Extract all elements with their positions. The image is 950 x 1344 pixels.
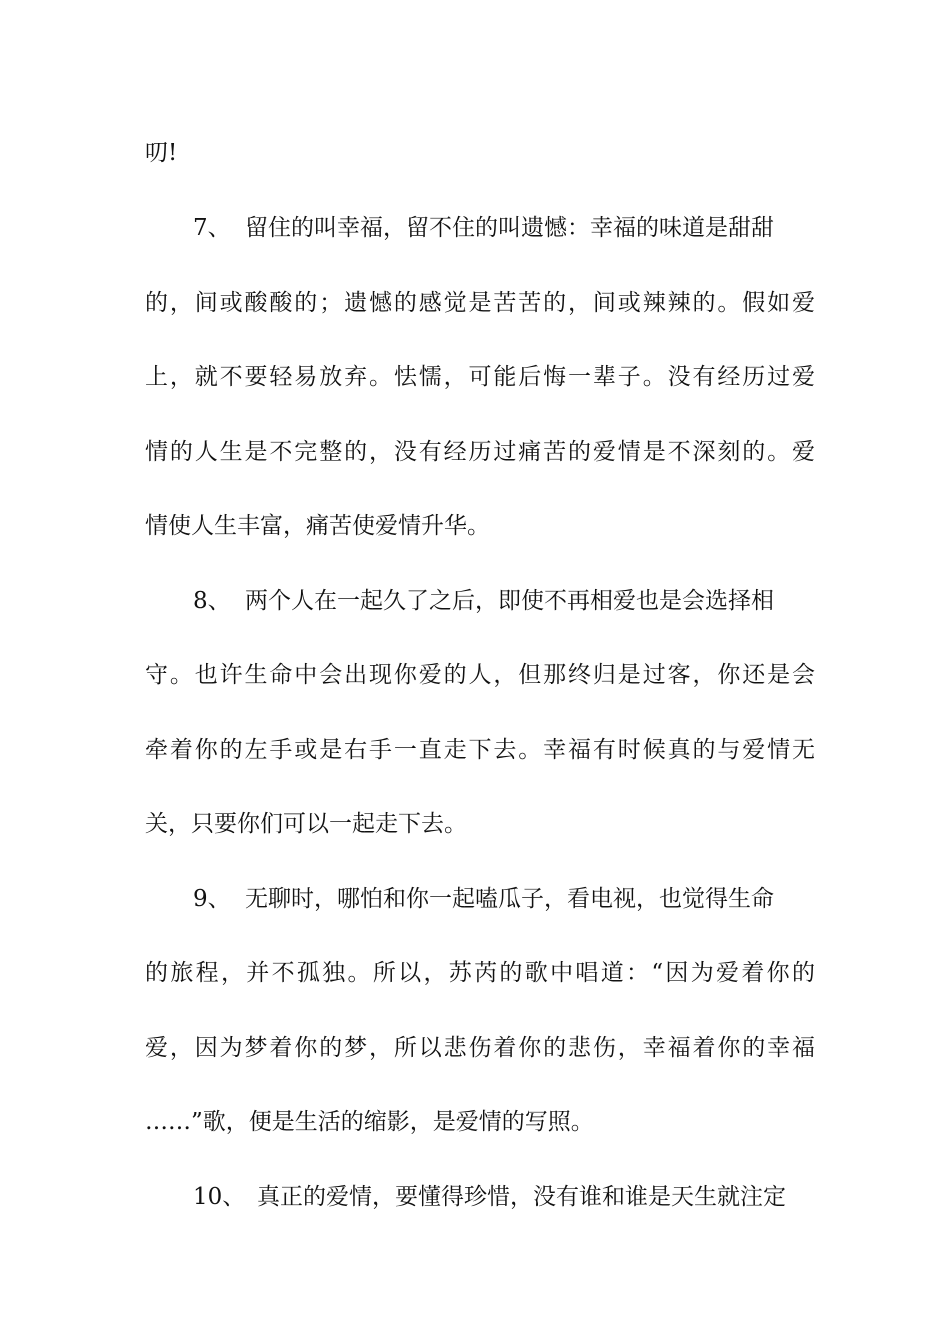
line-text: 两个人在一起久了之后，即使不再相爱也是会选择相 xyxy=(245,588,774,614)
text-line: 爱，因为梦着你的梦，所以悲伤着你的悲伤，幸福着你的幸福 xyxy=(145,1035,815,1061)
item-number: 8、 xyxy=(193,588,231,614)
paragraph-10-first-line xyxy=(145,1177,815,1217)
text-line: 牵着你的左手或是右手一直走下去。幸福有时候真的与爱情无 xyxy=(145,737,815,763)
item-number: 9、 xyxy=(193,886,231,912)
paragraph-8-first-line xyxy=(145,581,815,621)
line-text: 无聊时，哪怕和你一起嗑瓜子，看电视，也觉得生命 xyxy=(245,886,774,912)
text-line: ……”歌，便是生活的缩影，是爱情的写照。 xyxy=(145,1109,594,1135)
line-text: 真正的爱情，要懂得珍惜，没有谁和谁是天生就注定 xyxy=(257,1184,786,1210)
paragraph-7-first-line xyxy=(145,208,815,248)
text-line: 的，间或酸酸的；遗憾的感觉是苦苦的，间或辣辣的。假如爱 xyxy=(145,290,815,316)
text-line: 情的人生是不完整的，没有经历过痛苦的爱情是不深刻的。爱 xyxy=(145,439,815,465)
item-number: 10、 xyxy=(193,1184,246,1210)
line-text: 留住的叫幸福，留不住的叫遗憾：幸福的味道是甜甜 xyxy=(245,215,774,241)
text-line xyxy=(145,133,815,173)
line-text: 叨! xyxy=(145,140,178,166)
text-line: 的旅程，并不孤独。所以，苏芮的歌中唱道：“因为爱着你的 xyxy=(145,960,815,986)
paragraph-9-first-line xyxy=(145,879,815,919)
item-number: 7、 xyxy=(193,215,231,241)
text-line: 关，只要你们可以一起走下去。 xyxy=(145,811,467,837)
text-line: 情使人生丰富，痛苦使爱情升华。 xyxy=(145,513,490,539)
text-line: 守。也许生命中会出现你爱的人，但那终归是过客，你还是会 xyxy=(145,662,815,688)
text-line: 上，就不要轻易放弃。怯懦，可能后悔一辈子。没有经历过爱 xyxy=(145,364,815,390)
